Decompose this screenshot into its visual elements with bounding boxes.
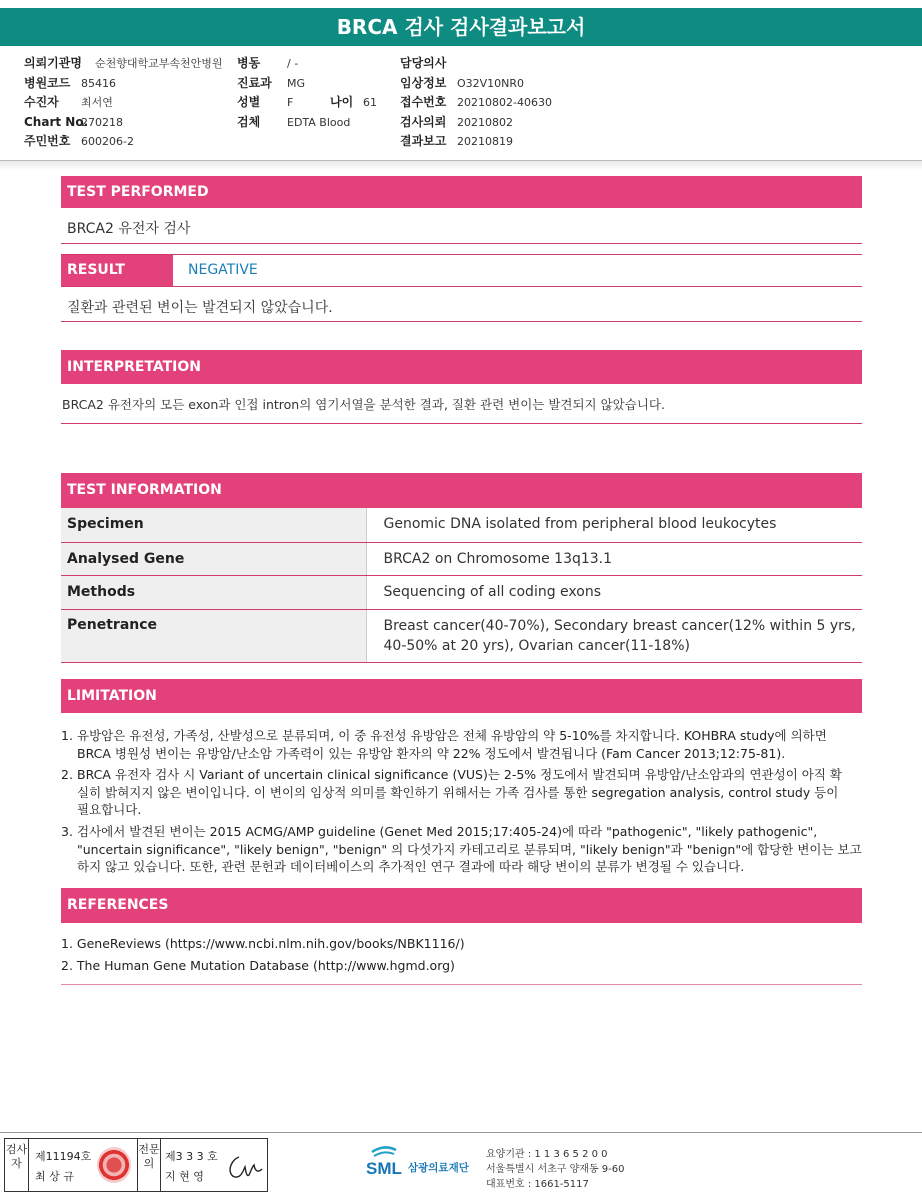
list-number: 2. — [61, 767, 73, 782]
divider — [61, 423, 862, 424]
sml-logo — [366, 1144, 478, 1182]
limitation-heading: LIMITATION — [61, 679, 862, 713]
info-label: 병동 — [237, 56, 261, 70]
test-performed-text: BRCA2 유전자 검사 — [67, 221, 191, 237]
info-label: 성별 — [237, 95, 261, 109]
limitation-line: 검사에서 발견된 변이는 2015 ACMG/AMP guideline (Genet Med 2015;17:405-24)에 따라 "pathogenic", "likely pathogenic", — [77, 824, 818, 839]
limitation-line: 실히 밝혀지지 않은 변이입니다. 이 변이의 임상적 의미를 확인하기 위해서는 가족 검사를 통한 segregation analysis, control study 등이 — [77, 784, 839, 800]
info-value: 20210819 — [457, 135, 513, 148]
info-value: 270218 — [81, 115, 123, 129]
limitation-item — [61, 766, 862, 819]
result-label: RESULT — [61, 255, 173, 286]
divider — [61, 243, 862, 244]
references-list — [61, 933, 465, 977]
result-row — [61, 254, 862, 287]
info-label: 검체 — [237, 114, 261, 129]
info-value: 600206-2 — [81, 135, 134, 148]
institution-info — [486, 1147, 625, 1192]
limitation-line: 하지 않고 있습니다. 또한, 관련 문헌과 데이터베이스의 추가적인 연구 결과에 따라 해당 변이의 분류가 변경될 수 있습니다. — [77, 859, 745, 874]
reviewer-label: 전문의 — [137, 1139, 161, 1191]
info-label: 진료과 — [237, 75, 272, 90]
result-text: 질환과 관련된 변이는 발견되지 않았습니다. — [67, 300, 333, 316]
table-row — [61, 542, 862, 575]
table-key: Penetrance — [61, 609, 366, 662]
info-value: / - — [287, 57, 299, 70]
info-label: 접수번호 — [400, 95, 447, 109]
limitation-line: BRCA 유전자 검사 시 Variant of uncertain clinical significance (VUS)는 2-5% 정도에서 발견되며 유방암/난소암과의 연관성이 아직 확 — [77, 767, 842, 782]
address-line: 요양기관 : 1 1 3 6 5 2 0 0 — [486, 1149, 608, 1160]
test-performed-heading: TEST PERFORMED — [61, 176, 862, 208]
limitation-line: "uncertain significance", "likely benign", "benign" 의 다섯가지 카테고리로 분류되며, "likely benign"과 "benign"에 합당한 변이는 보고 — [77, 841, 862, 857]
info-label: 주민번호 — [24, 134, 71, 148]
limitation-line: 필요합니다. — [77, 802, 142, 817]
divider — [61, 321, 862, 322]
test-information-table — [61, 508, 862, 663]
divider — [61, 984, 862, 985]
table-row — [61, 508, 862, 542]
age-label: 나이 — [330, 95, 354, 109]
reference-item: 1. GeneReviews (https://www.ncbi.nlm.nih.gov/books/NBK1116/) — [61, 936, 465, 951]
info-label: 결과보고 — [400, 134, 447, 148]
info-label: 검사의뢰 — [400, 114, 447, 129]
address-line: 대표번호 : 1661-5117 — [486, 1179, 589, 1190]
info-label: Chart No. — [24, 114, 89, 129]
patient-info-col3 — [400, 54, 552, 152]
header-divider — [0, 160, 922, 170]
patient-info-col2 — [237, 54, 377, 132]
footer-divider — [0, 1132, 922, 1133]
limitation-line: 유방암은 유전성, 가족성, 산발성으로 분류되며, 이 중 유전성 유방암은 전체 유방암의 약 5-10%를 차지합니다. KOHBRA study에 의하면 — [77, 728, 827, 743]
table-row — [61, 575, 862, 609]
info-label: 임상정보 — [400, 75, 447, 90]
info-value: 20210802-40630 — [457, 96, 552, 109]
test-information-heading: TEST INFORMATION — [61, 473, 862, 508]
table-value: Breast cancer(40-70%), Secondary breast cancer(12% within 5 yrs, 40-50% at 20 yrs), Ovarian cancer(11-18%) — [366, 609, 862, 662]
table-key: Methods — [61, 575, 366, 609]
signature-box — [4, 1138, 268, 1192]
interpretation-heading: INTERPRETATION — [61, 350, 862, 384]
table-row — [61, 609, 862, 662]
info-label: 의뢰기관명 — [24, 56, 82, 70]
limitation-item — [61, 727, 862, 762]
references-heading: REFERENCES — [61, 888, 862, 923]
interpretation-text: BRCA2 유전자의 모든 exon과 인접 intron의 염기서열을 분석한 결과, 질환 관련 변이는 발견되지 않았습니다. — [62, 397, 665, 412]
org-name: 삼광의료재단 — [408, 1162, 469, 1174]
limitation-item — [61, 823, 862, 876]
reference-item: 2. The Human Gene Mutation Database (http://www.hgmd.org) — [61, 958, 455, 973]
inspector-license: 제11194호 — [35, 1150, 92, 1163]
list-number: 3. — [61, 824, 73, 839]
info-value: MG — [287, 76, 306, 90]
reviewer-license: 제3 3 3 호 — [165, 1150, 218, 1163]
info-value: 순천향대학교부속천안병원 — [95, 57, 223, 70]
table-key: Specimen — [61, 508, 366, 542]
info-value: 85416 — [81, 76, 116, 90]
info-value: O32V10NR0 — [457, 76, 525, 90]
table-key: Analysed Gene — [61, 542, 366, 575]
info-label: 담당의사 — [400, 56, 447, 70]
logo-text: SML — [366, 1159, 402, 1178]
info-label: 수진자 — [24, 95, 59, 109]
info-value: EDTA Blood — [287, 115, 351, 129]
info-value: F — [287, 96, 294, 109]
patient-info-col1 — [24, 54, 223, 152]
info-value: 최서연 — [81, 96, 113, 109]
official-seal-icon — [97, 1147, 131, 1183]
info-value: 20210802 — [457, 115, 513, 129]
reviewer-name: 지 현 영 — [165, 1170, 204, 1183]
address-line: 서울특별시 서초구 양재동 9-60 — [486, 1164, 625, 1175]
signature-icon — [225, 1153, 265, 1183]
table-value: Sequencing of all coding exons — [366, 575, 862, 609]
info-label: 병원코드 — [24, 75, 71, 90]
limitation-line: BRCA 병원성 변이는 유방암/난소암 가족력이 있는 유방암 환자의 약 22% 정도에서 발견됩니다 (Fam Cancer 2013;12:75-81). — [77, 745, 786, 761]
inspector-label: 검사자 — [5, 1139, 29, 1191]
table-value: Genomic DNA isolated from peripheral blood leukocytes — [366, 508, 862, 542]
result-value: NEGATIVE — [188, 262, 258, 278]
age-value: 61 — [363, 96, 377, 109]
inspector-name: 최 상 규 — [35, 1170, 74, 1183]
report-title: BRCA 검사 검사결과보고서 — [0, 8, 922, 46]
list-number: 1. — [61, 728, 73, 743]
table-value: BRCA2 on Chromosome 13q13.1 — [366, 542, 862, 575]
